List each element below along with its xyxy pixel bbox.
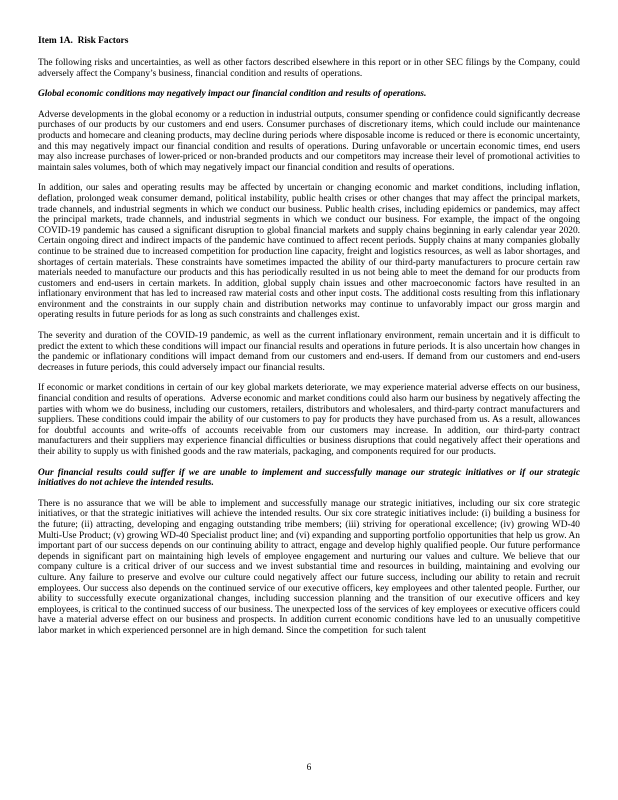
paragraph-market-deterioration: If economic or market conditions in certain of our key global markets deteriorate, we may experience material adverse effects on our business, financial condition and results of operations. Adverse economic and market conditions could also harm our business by negatively affecting the parties with whom we do business, including our customers, retailers, distributors and wholesalers, and third-party contract manufacturers and suppliers. These conditions could impair the ability of our customers to pay for products they have purchased from us. As a result, allowances for doubtful accounts and write-offs of accounts receivable from our customers may increase. In addition, our third-party contract manufacturers and their suppliers may experience financial difficulties or business disruptions that could negatively affect their operations and their ability to supply us with finished goods and the raw materials, packaging, and components required for our products.: [38, 383, 580, 457]
page-number: 6: [306, 763, 312, 773]
risk-heading-global-economic-conditions: Global economic conditions may negatively impact our financial condition and results of operations.: [38, 89, 427, 100]
intro-paragraph: The following risks and uncertainties, as well as other factors described elsewhere in this report or in other SEC filings by the Company, could adversely affect the Company’s business, financial condition and results of operations.: [38, 58, 580, 79]
paragraph-covid-severity: The severity and duration of the COVID-19 pandemic, as well as the current inflationary environment, remain uncertain and it is difficult to predict the extent to which these conditions will impact our financial results and operations in future periods. It is also uncertain how changes in the pandemic or inflationary conditions will impact demand from our customers and end-users. If demand from our customers and end-users decreases in future periods, this could adversely impact our financial results.: [38, 331, 580, 373]
paragraph-adverse-developments: Adverse developments in the global economy or a reduction in industrial outputs, consumer spending or confidence could significantly decrease purchases of our products by our customers and end users. Consumer purchases of discretionary items, which could include our maintenance products and homecare and cleaning products, may decline during periods where disposable income is reduced or there is economic uncertainty, and this may negatively impact our financial condition and results of operations. During unfavorable or uncertain economic times, end users may also increase purchases of lower-priced or non-branded products and our competitors may increase their level of promotional activities to maintain sales volumes, both of which may negatively impact our financial condition and results of operations.: [38, 109, 580, 173]
paragraph-strategic-initiatives: There is no assurance that we will be able to implement and successfully manage our strategic initiatives, including our six core strategic initiatives, or that the strategic initiatives will achieve the intended results. Our six core strategic initiatives include: (i) building a business for the future; (ii) attracting, developing and engaging outstanding tribe members; (iii) striving for operational excellence; (iv) growing WD-40 Multi-Use Product; (v) growing WD-40 Specialist product line; and (vi) expanding and supporting portfolio opportunities that help us grow. An important part of our success depends on our continuing ability to attract, engage and develop highly qualified people. Our future performance depends in significant part on maintaining high levels of employee engagement and nurturing our values and culture. We believe that our company culture is a critical driver of our success and we invest substantial time and resources in building, maintaining and evolving our culture. Any failure to preserve and evolve our culture could negatively affect our future success, including our ability to retain and recruit employees. Our success also depends on the continued service of our executive officers, key employees and other talented people. Further, our ability to successfully execute organizational changes, including succession planning and the transition of our executive officers and key employees, is critical to the continued success of our business. The unexpected loss of the services of key employees or executive officers could have a material adverse effect on our business and prospects. In addition current economic conditions have led to an unusually competitive labor market in which experienced personnel are in high demand. Since the competition for such talent: [38, 498, 580, 636]
paragraph-sales-operating-results: In addition, our sales and operating results may be affected by uncertain or changing economic and market conditions, including inflation, deflation, prolonged weak consumer demand, political instability, public health crises or other changes that may affect the principal markets, trade channels, and industrial segments in which we conduct our business. Public health crises, including epidemics or pandemics, may affect the principal markets, trade channels, and industrial segments in which we conduct our business. For example, the impact of the ongoing COVID-19 pandemic has caused a significant disruption to global financial markets and supply chains beginning in early calendar year 2020. Certain ongoing direct and indirect impacts of the pandemic have continued to affect recent periods. Supply chains at many companies globally continue to be strained due to increased competition for production line capacity, freight and logistics resources, as well as labor shortages, and shortages of certain materials. These constraints have sometimes impacted the ability of our third-party manufacturers to procure certain raw materials needed to manufacture our products and this has periodically resulted in us not being able to meet the demand for our products from customers and end-users in certain markets. In addition, global supply chain issues and other macroeconomic factors have resulted in an inflationary environment that has led to increased raw material costs and other input costs. The additional costs resulting from this inflationary environment and the constraints in our supply chain and distribution networks may continue to unfavorably impact our gross margin and operating results in future periods for as long as such constraints and challenges exist.: [38, 183, 580, 321]
item-1a-heading: Item 1A. Risk Factors: [38, 36, 129, 46]
risk-heading-strategic-initiatives: Our financial results could suffer if we are unable to implement and successfully manage our strategic initiatives or if our strategic initiatives do not achieve the intended results.: [38, 467, 580, 489]
